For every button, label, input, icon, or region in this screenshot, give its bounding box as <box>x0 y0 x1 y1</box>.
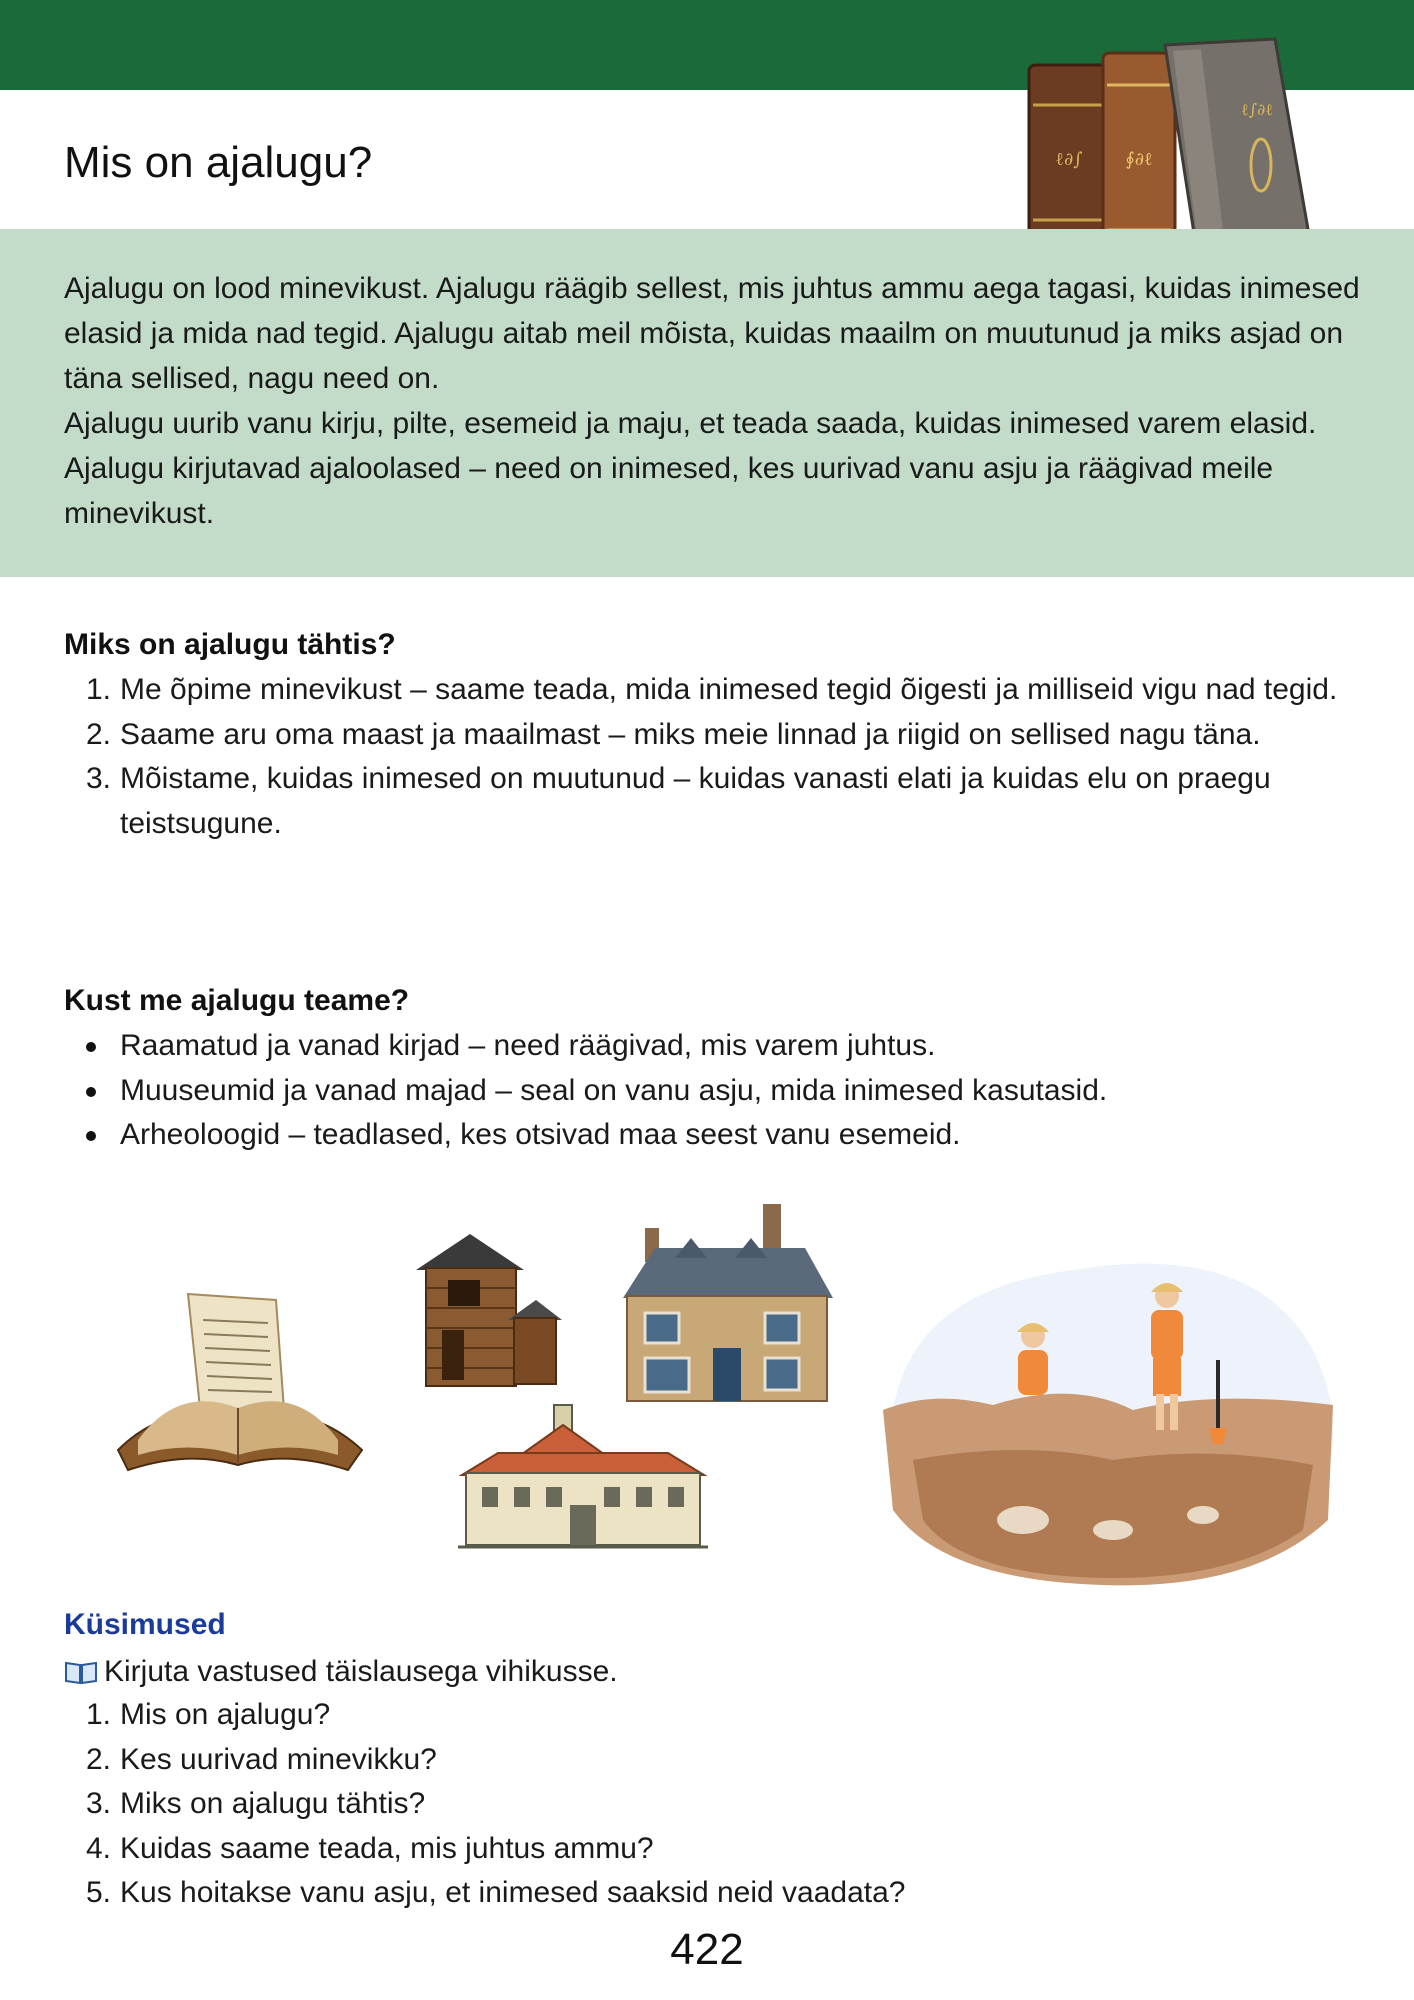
list-text: Me õpime minevikust – saame teada, mida inimesed tegid õigesti ja milliseid vigu nad tegid. <box>120 673 1338 706</box>
list-text: Kuidas saame teada, mis juhtus ammu? <box>120 1831 654 1865</box>
list-text: Mis on ajalugu? <box>120 1698 331 1731</box>
intro-paragraph-1: Ajalugu on lood minevikust. Ajalugu räägib sellest, mis juhtus ammu aega tagasi, kuidas inimesed elasid ja mida nad tegid. Ajalugu aitab meil mõista, kuidas maailm on muutunud ja miks asjad on täna sellised, nagu need on. <box>64 272 1360 395</box>
list-item <box>64 1782 1364 1827</box>
list-text: Arheoloogid – teadlased, kes otsivad maa seest vanu esemeid. <box>120 1118 961 1151</box>
list-text: Mõistame, kuidas inimesed on muutunud – kuidas vanasti elati ja kuidas elu on praegu teistsugune. <box>120 762 1271 840</box>
sources-list <box>64 1024 1364 1158</box>
svg-text:ℓ∫∂ℓ: ℓ∫∂ℓ <box>1241 100 1273 119</box>
stone-house-illustration <box>615 1198 840 1413</box>
list-text: Kes uurivad minevikku? <box>120 1742 437 1776</box>
wooden-house-illustration <box>412 1230 562 1390</box>
list-text: Kus hoitakse vanu asju, et inimesed saaksid neid vaadata? <box>120 1876 906 1909</box>
list-number: 1. <box>86 1698 112 1731</box>
list-item <box>64 1693 1364 1738</box>
importance-list <box>64 668 1364 846</box>
bullet-icon <box>86 1131 96 1141</box>
importance-heading: Miks on ajalugu tähtis? <box>64 628 396 661</box>
svg-text:∮∂ℓ: ∮∂ℓ <box>1125 149 1153 170</box>
list-item <box>64 1827 1364 1872</box>
list-number: 1. <box>86 673 112 706</box>
list-number: 4. <box>86 1831 112 1865</box>
questions-list <box>64 1693 1364 1916</box>
list-number: 3. <box>86 762 112 795</box>
list-item <box>64 1738 1364 1783</box>
bullet-icon <box>86 1042 96 1052</box>
archaeologists-illustration <box>873 1230 1343 1595</box>
list-item <box>64 1871 1364 1916</box>
list-number: 2. <box>86 717 112 751</box>
intro-panel <box>0 229 1414 577</box>
list-text: Raamatud ja vanad kirjad – need räägivad, mis varem juhtus. <box>120 1029 936 1062</box>
questions-instruction <box>64 1650 618 1694</box>
page-title: Mis on ajalugu? <box>64 138 373 187</box>
museum-illustration <box>458 1395 708 1555</box>
list-item <box>64 668 1364 713</box>
list-item <box>64 1069 1364 1114</box>
questions-heading: Küsimused <box>64 1608 226 1641</box>
list-number: 2. <box>86 1742 112 1776</box>
book-icon <box>64 1659 98 1685</box>
list-item <box>64 757 1364 846</box>
list-item <box>64 1024 1364 1069</box>
list-item <box>64 713 1364 758</box>
list-text: Saame aru oma maast ja maailmast – miks meie linnad ja riigid on sellised nagu täna. <box>120 717 1261 751</box>
sources-heading: Kust me ajalugu teame? <box>64 984 410 1017</box>
old-book-illustration <box>108 1290 368 1490</box>
intro-paragraph-2: Ajalugu uurib vanu kirju, pilte, esemeid ja maju, et teada saada, kuidas inimesed varem elasid. Ajalugu kirjutavad ajaloolased – need on inimesed, kes uurivad vanu asju ja räägivad meile minevikust. <box>64 407 1317 530</box>
bullet-icon <box>86 1087 96 1097</box>
list-number: 5. <box>86 1876 112 1909</box>
list-text: Miks on ajalugu tähtis? <box>120 1787 426 1820</box>
list-number: 3. <box>86 1787 112 1820</box>
list-text: Muuseumid ja vanad majad – seal on vanu asju, mida inimesed kasutasid. <box>120 1073 1108 1107</box>
instruction-text: Kirjuta vastused täislausega vihikusse. <box>104 1655 618 1688</box>
svg-text:ℓ∂∫: ℓ∂∫ <box>1055 149 1083 170</box>
page-number: 422 <box>670 1925 744 1974</box>
list-item <box>64 1113 1364 1158</box>
